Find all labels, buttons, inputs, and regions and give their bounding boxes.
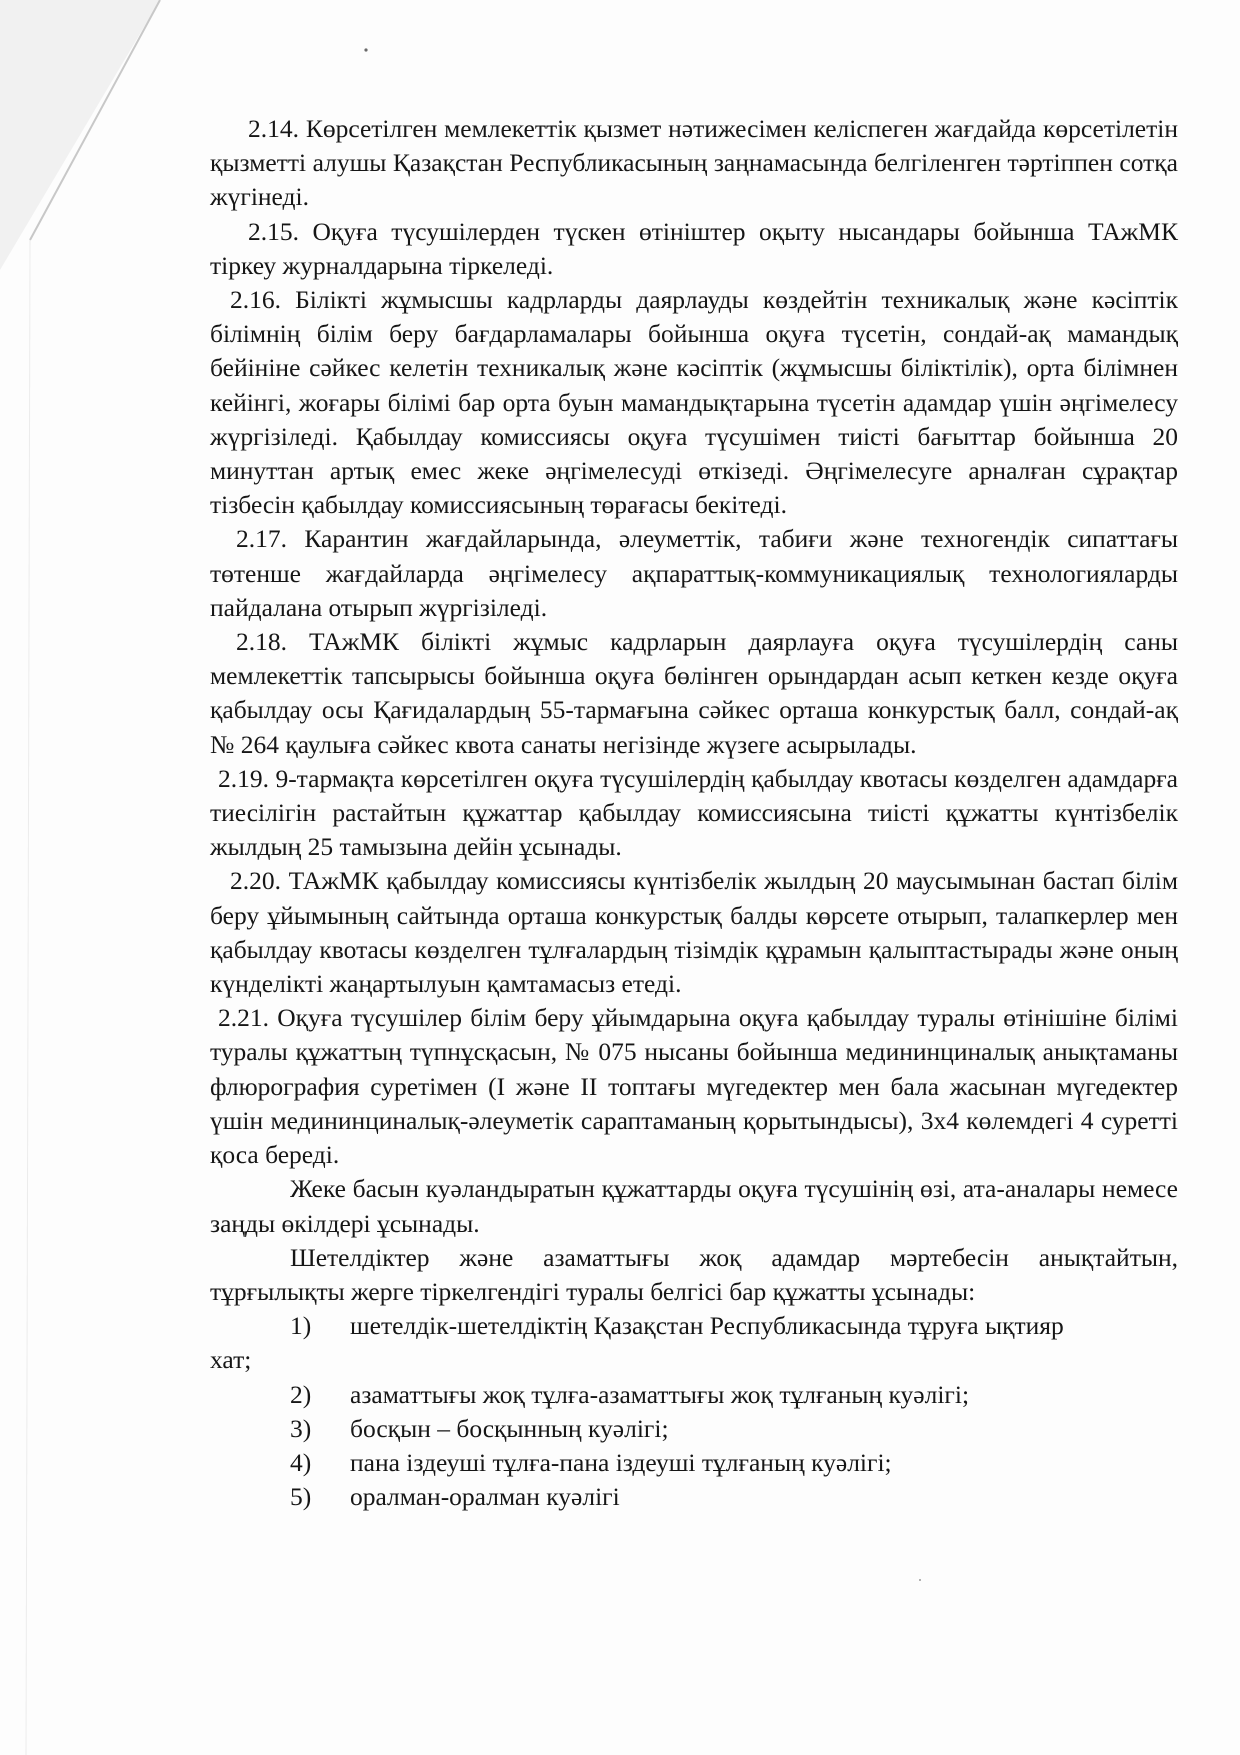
list-item	[210, 1309, 1178, 1377]
list-item-number: 2)	[290, 1379, 312, 1409]
list-item-text: шетелдік-шетелдіктің Қазақстан Республикасында тұруға ықтияр	[350, 1311, 1064, 1341]
paragraph-2-15: 2.15. Оқуға түсушілерден түскен өтініштер оқыту нысандары бойынша ТАжМК тіркеу журналдарына тіркеледі.	[210, 216, 1178, 280]
list-item	[210, 1378, 1178, 1412]
paragraph-2-18: 2.18. ТАжМК білікті жұмыс кадрларын даярлауға оқуға түсушілердің саны мемлекеттік тапсырысы бойынша оқуға бөлінген орындардан асып кеткен кезде оқуға қабылдау осы Қағидалардың 55-тармағына сәйкес орташа конкурстық балл, сондай-ақ № 264 қаулыға сәйкес квота санаты негізінде жүзеге асырылады.	[210, 627, 1178, 759]
paragraph-foreigners: Шетелдіктер және азаматтығы жоқ адамдар мәртебесін анықтайтын, тұрғылықты жерге тіркелгендігі туралы белгісі бар құжатты ұсынады:	[210, 1242, 1178, 1306]
paragraph-2-16: 2.16. Білікті жұмысшы кадрларды даярлауды көздейтін техникалық және кәсіптік білімнің білім беру бағдарламалары бойынша оқуға түсетін, сондай-ақ мамандық бейініне сәйкес келетін техникалық және кәсіптік (жұмысшы біліктілік), орта білімнен кейінгі, жоғары білімі бар орта буын мамандықтарына түсетін адамдар үшін әңгімелесу жүргізіледі. Қабылдау комиссиясы оқуға түсушімен тиісті бағыттар бойынша 20 минуттан артық емес жеке әңгімелесуді өткізеді. Әңгімелесуге арналған сұрақтар тізбесін қабылдау комиссиясының төрағасы бекітеді.	[210, 285, 1178, 520]
list-item-text: босқын – босқынның куәлігі;	[350, 1413, 669, 1443]
list-item-text: пана іздеуші тұлға-пана іздеуші тұлғаның куәлігі;	[350, 1447, 892, 1477]
list-item	[210, 1446, 1178, 1480]
paragraph-2-17: 2.17. Карантин жағдайларында, әлеуметтік, табиғи және техногендік сипаттағы төтенше жағдайларда әңгімелесу ақпараттық-коммуникациялық технологияларды пайдалана отырып жүргізіледі.	[210, 524, 1178, 622]
paragraph-2-21: 2.21. Оқуға түсушілер білім беру ұйымдарына оқуға қабылдау туралы өтінішіне білімі туралы құжаттың түпнұсқасын, № 075 нысаны бойынша медининциналық анықтаманы флюрография суретімен (I және II топтағы мүгедектер мен бала жасынан мүгедектер үшін медининциналық-әлеуметік сараптаманың қорытындысы), 3x4 көлемдегі 4 суретті қоса береді.	[210, 1003, 1178, 1170]
list-item-number: 1)	[290, 1311, 312, 1341]
list-item	[210, 1412, 1178, 1446]
list-item-number: 4)	[290, 1447, 312, 1477]
list-item-text: азаматтығы жоқ тұлға-азаматтығы жоқ тұлғаның куәлігі;	[350, 1379, 970, 1409]
paragraph-2-19: 2.19. 9-тармақта көрсетілген оқуға түсушілердің қабылдау квотасы көзделген адамдарға тиесілігін растайтын құжаттар қабылдау комиссиясына тиісті құжатты күнтізбелік жылдың 25 тамызына дейін ұсынады.	[210, 763, 1178, 862]
paragraph-2-20: 2.20. ТАжМК қабылдау комиссиясы күнтізбелік жылдың 20 маусымынан бастап білім беру ұйымының сайтында орташа конкурстық балды көрсете отырып, талапкерлер мен қабылдау квотасы көзделген тұлғалардың тізімдік құрамын қалыптастырады және оның күнделікті жаңартылуын қамтамасыз етеді.	[210, 866, 1178, 999]
list-item-text: оралман-оралман куәлігі	[350, 1482, 620, 1512]
document-body	[210, 112, 1178, 1514]
paragraph-identity-documents: Жеке басын куәландыратын құжаттарды оқуға түсушінің өзі, ата-аналары немесе заңды өкілдері ұсынады.	[210, 1174, 1178, 1238]
document-list	[210, 1309, 1178, 1514]
paragraph-2-14: 2.14. Көрсетілген мемлекеттік қызмет нәтижесімен келіспеген жағдайда көрсетілетін қызметті алушы Қазақстан Республикасының заңнамасында белгіленген тәртіппен сотқа жүгінеді.	[210, 114, 1178, 212]
list-item	[210, 1480, 1178, 1514]
list-item-number: 5)	[290, 1482, 312, 1512]
list-item-continuation: хат;	[210, 1345, 252, 1375]
list-item-number: 3)	[290, 1413, 312, 1443]
